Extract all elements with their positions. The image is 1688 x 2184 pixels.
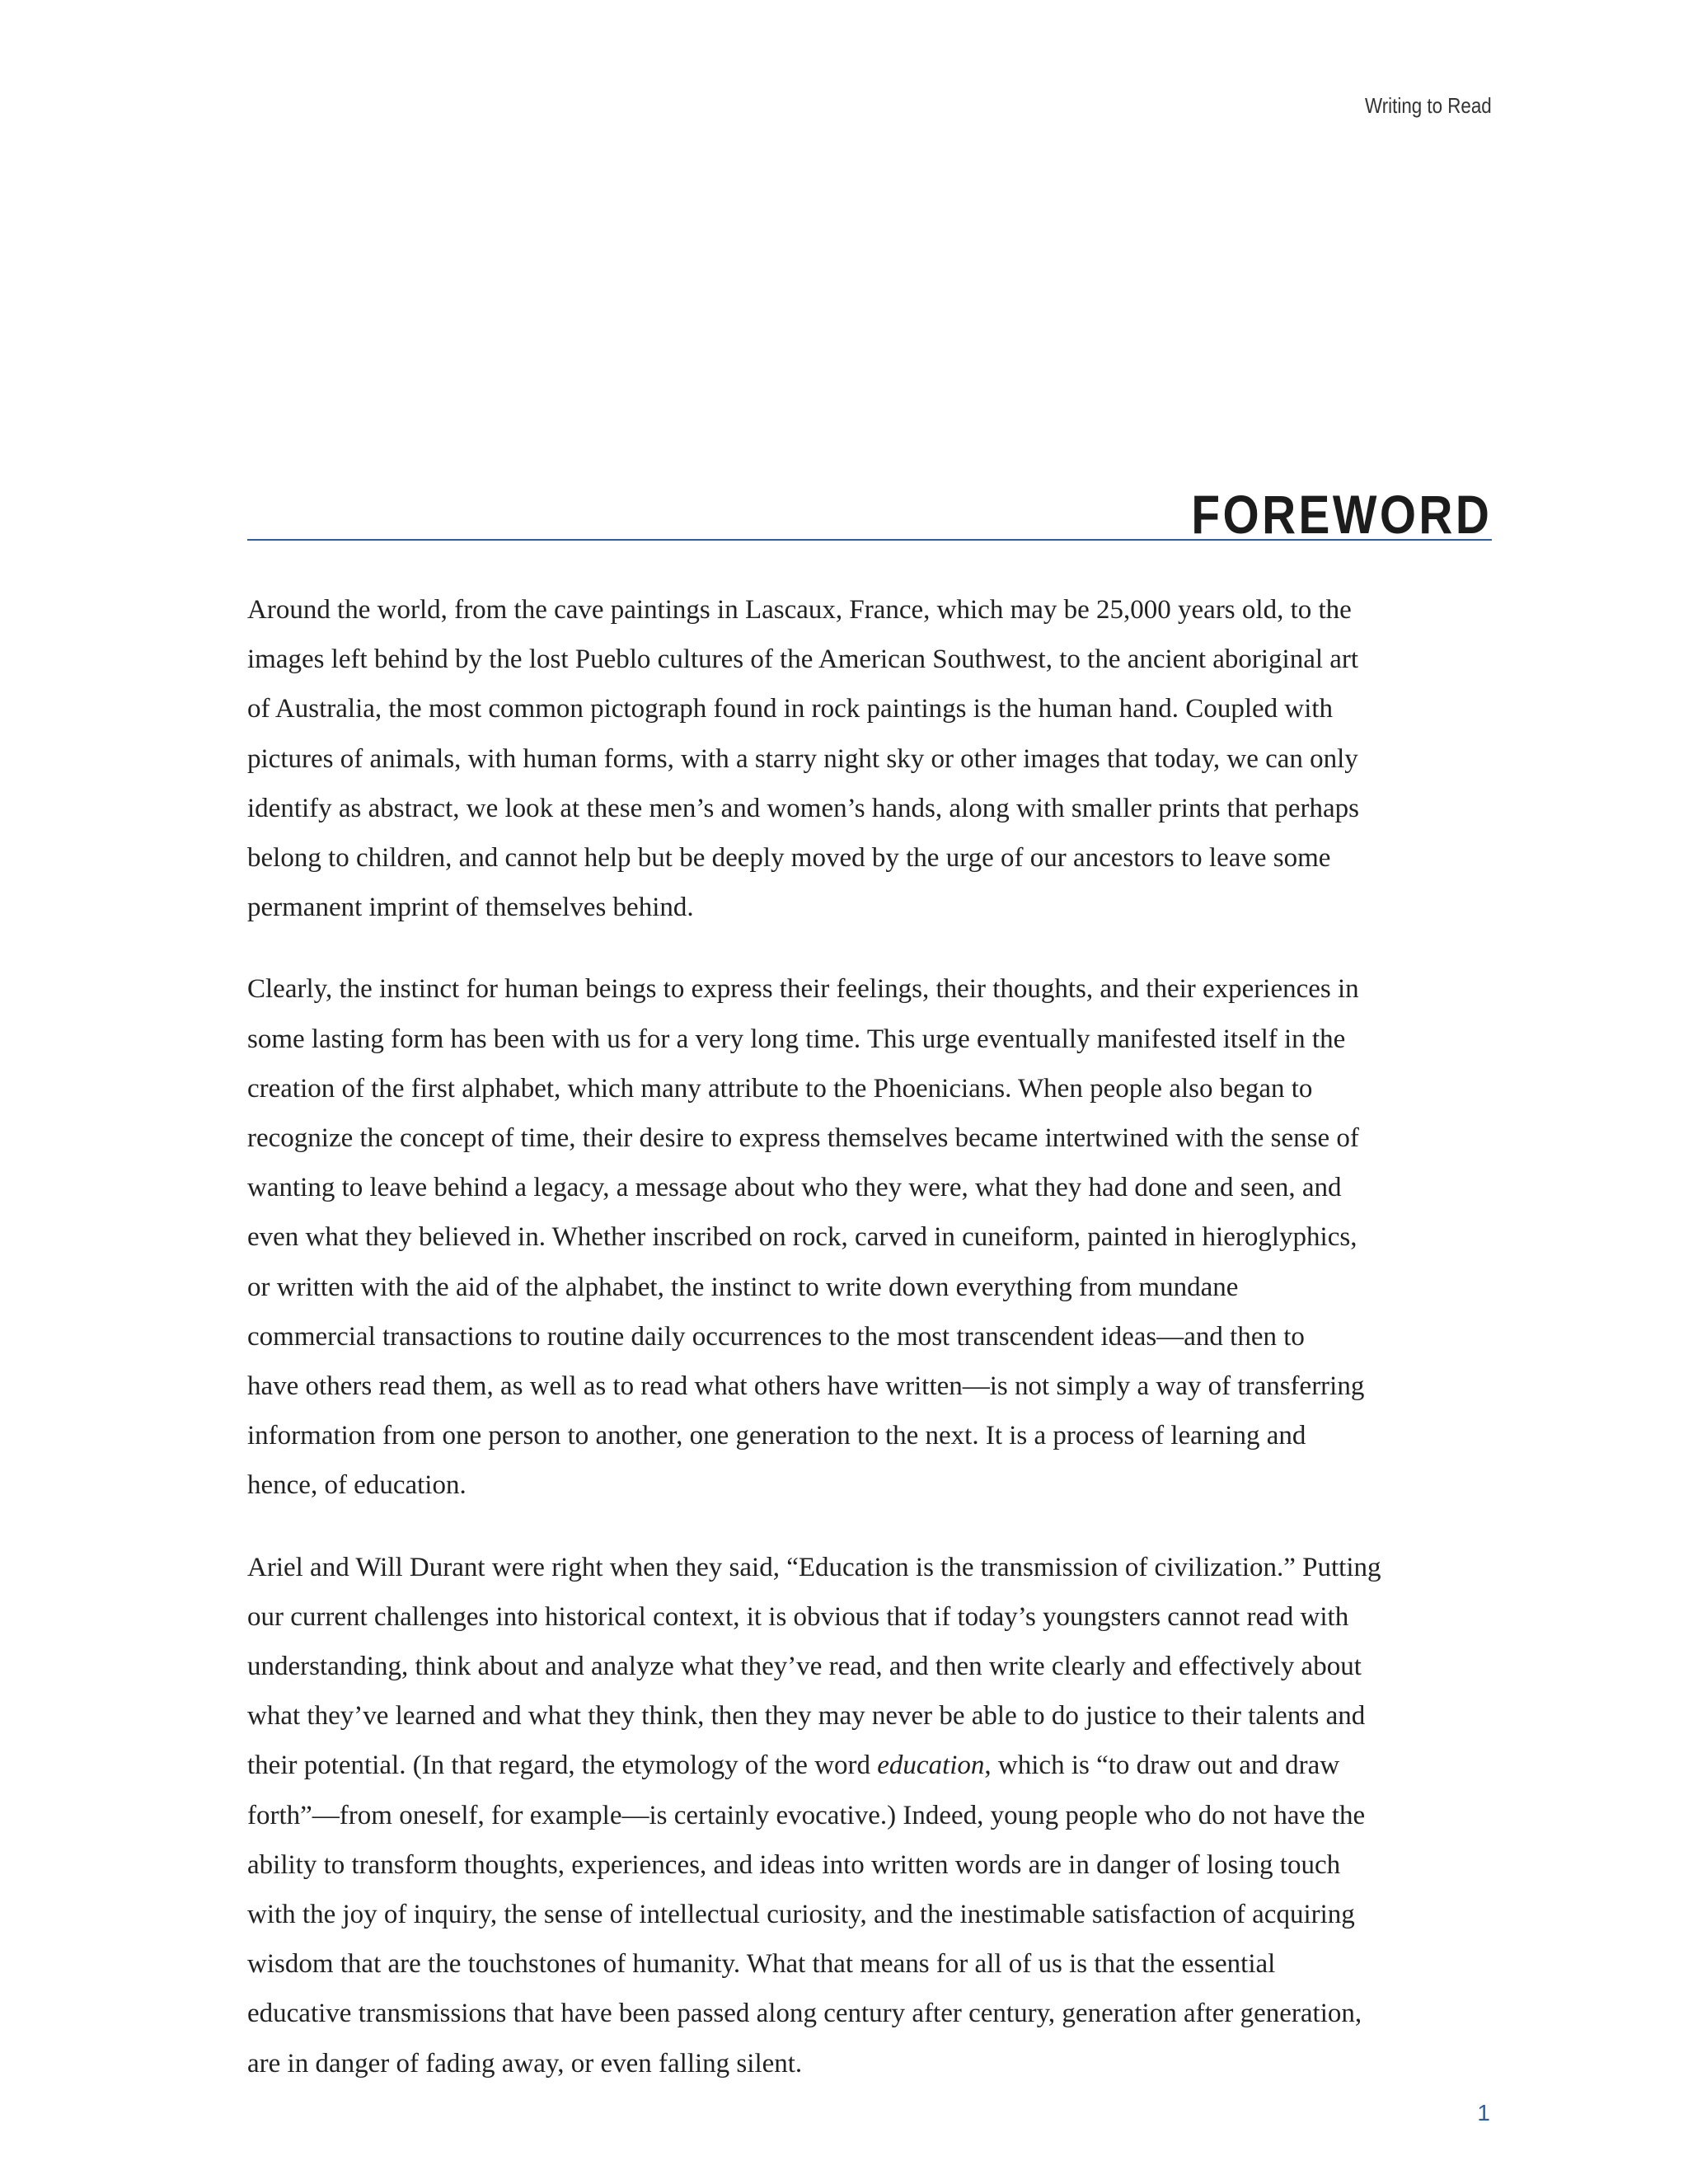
paragraph-1 xyxy=(247,585,1495,932)
text-line: commercial transactions to routine daily occurrences to the most transcendent ideas—and then to xyxy=(247,1321,1305,1352)
text-segment: , which is “to draw out and draw xyxy=(984,1750,1340,1781)
text-line: educative transmissions that have been passed along century after century, generation after generation, xyxy=(247,1999,1362,2029)
text-line: forth”—from oneself, for example—is certainly evocative.) Indeed, young people who do not have the xyxy=(247,1800,1366,1830)
text-line: of Australia, the most common pictograph found in rock paintings is the human hand. Coupled with xyxy=(247,694,1334,724)
text-line: Ariel and Will Durant were right when they said, “Education is the transmission of civilization.” Putting xyxy=(247,1552,1381,1582)
text-line: wanting to leave behind a legacy, a message about who they were, what they had done and seen, and xyxy=(247,1173,1342,1203)
text-line: information from one person to another, one generation to the next. It is a process of learning and xyxy=(247,1421,1306,1451)
title-rule xyxy=(247,484,1492,545)
text-line: with the joy of inquiry, the sense of intellectual curiosity, and the inestimable satisfaction of acquiring xyxy=(247,1900,1355,1930)
text-line: pictures of animals, with human forms, with a starry night sky or other images that today, we can only xyxy=(247,743,1358,774)
text-line: some lasting form has been with us for a very long time. This urge eventually manifested itself in the xyxy=(247,1024,1346,1054)
text-line: recognize the concept of time, their desire to express themselves became intertwined with the sense of xyxy=(247,1123,1359,1154)
text-line: hence, of education. xyxy=(247,1470,467,1501)
text-line: have others read them, as well as to read what others have written—is not simply a way of transferring xyxy=(247,1371,1365,1402)
page-title: FOREWORD xyxy=(1191,484,1492,545)
text-line: our current challenges into historical context, it is obvious that if today’s youngsters cannot read with xyxy=(247,1601,1349,1632)
text-line: Clearly, the instinct for human beings to express their feelings, their thoughts, and their experiences in xyxy=(247,974,1359,1005)
text-line: ability to transform thoughts, experiences, and ideas into written words are in danger of losing touch xyxy=(247,1849,1341,1880)
text-line: what they’ve learned and what they think, then they may never be able to do justice to their talents and xyxy=(247,1701,1366,1732)
text-line: or written with the aid of the alphabet, the instinct to write down everything from mundane xyxy=(247,1272,1239,1302)
page-number: 1 xyxy=(1477,2100,1490,2125)
text-line: permanent imprint of themselves behind. xyxy=(247,893,694,923)
text-line: wisdom that are the touchstones of humanity. What that means for all of us is that the essential xyxy=(247,1949,1276,1980)
text-line: belong to children, and cannot help but be deeply moved by the urge of our ancestors to leave some xyxy=(247,843,1331,874)
text-line: understanding, think about and analyze what they’ve read, and then write clearly and effectively about xyxy=(247,1652,1362,1682)
body-text xyxy=(247,585,1495,2121)
text-line: creation of the first alphabet, which many attribute to the Phoenicians. When people also began to xyxy=(247,1073,1313,1104)
text-line xyxy=(247,1741,1495,1790)
paragraph-3 xyxy=(247,1543,1495,2088)
text-line: images left behind by the lost Pueblo cultures of the American Southwest, to the ancient aboriginal art xyxy=(247,644,1359,675)
text-line: are in danger of fading away, or even falling silent. xyxy=(247,2048,803,2079)
text-line: identify as abstract, we look at these men’s and women’s hands, along with smaller prints that perhaps xyxy=(247,793,1360,823)
running-header: Writing to Read xyxy=(1365,93,1492,118)
italic-word: education xyxy=(877,1750,985,1781)
text-line: even what they believed in. Whether inscribed on rock, carved in cuneiform, painted in hieroglyphics, xyxy=(247,1222,1357,1253)
text-segment: their potential. (In that regard, the etymology of the word xyxy=(247,1750,878,1781)
text-line: Around the world, from the cave paintings in Lascaux, France, which may be 25,000 years old, to the xyxy=(247,595,1352,625)
paragraph-2 xyxy=(247,964,1495,1510)
